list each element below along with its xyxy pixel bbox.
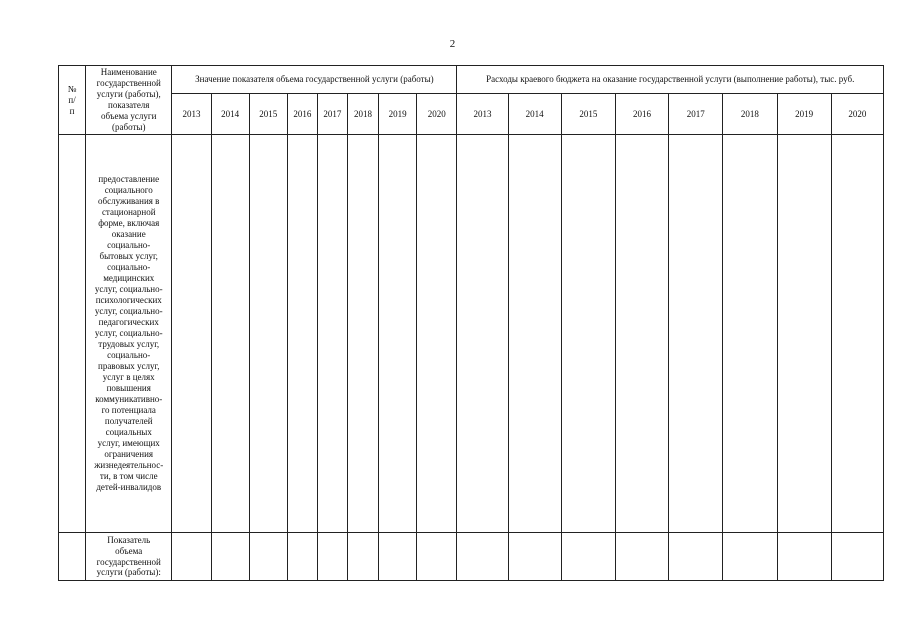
header-year-expenses-2017: 2017: [669, 94, 723, 135]
table-row: [59, 533, 884, 581]
table-cell: [831, 135, 883, 533]
table-cell: [249, 533, 287, 581]
table-cell: [561, 533, 615, 581]
header-service-name: Наименование государственной услуги (работы), показателя объема услуги (работы): [86, 66, 172, 135]
table-cell: [317, 533, 347, 581]
service-name-cell: предоставление социального обслуживания в стационарной форме, включая оказание социально- бытовых услуг, социально- медицинских услуг, социально- психологических услуг, социально- педагогических услуг, социально- трудовых услуг, социально- правовых услуг, услуг в целях повышения коммуникативно- го потенциала получателей социальных услуг, имеющих ограничения жизнедеятельнос- ти, в том числе детей-инвалидов: [86, 135, 172, 533]
table-cell: [211, 135, 249, 533]
table-cell: [561, 135, 615, 533]
table-cell: [669, 533, 723, 581]
table-cell: [669, 135, 723, 533]
header-year-expenses-2013: 2013: [457, 94, 508, 135]
row-number-cell: [59, 135, 86, 533]
table-cell: [777, 533, 831, 581]
header-year-expenses-2018: 2018: [723, 94, 777, 135]
table-cell: [457, 135, 508, 533]
table-cell: [172, 135, 211, 533]
page-number: 2: [449, 38, 456, 50]
state-service-table: [58, 65, 884, 581]
header-year-expenses-2014: 2014: [508, 94, 561, 135]
table-cell: [417, 135, 457, 533]
table-cell: [615, 135, 668, 533]
header-year-values-2020: 2020: [417, 94, 457, 135]
table-cell: [172, 533, 211, 581]
table-cell: [508, 533, 561, 581]
table-cell: [615, 533, 668, 581]
header-year-expenses-2020: 2020: [831, 94, 883, 135]
header-budget-expenses: Расходы краевого бюджета на оказание государственной услуги (выполнение работы), тыс. руб.: [457, 66, 884, 94]
table-cell: [287, 135, 317, 533]
header-year-values-2018: 2018: [347, 94, 378, 135]
header-year-values-2019: 2019: [379, 94, 417, 135]
table-cell: [777, 135, 831, 533]
table-cell: [508, 135, 561, 533]
table-cell: [347, 533, 378, 581]
table-cell: [723, 533, 777, 581]
header-year-values-2015: 2015: [249, 94, 287, 135]
table-cell: [379, 135, 417, 533]
table-cell: [457, 533, 508, 581]
table-cell: [831, 533, 883, 581]
table-cell: [379, 533, 417, 581]
table-cell: [211, 533, 249, 581]
table-cell: [417, 533, 457, 581]
header-number: № п/ п: [59, 66, 86, 135]
header-year-values-2013: 2013: [172, 94, 211, 135]
header-year-expenses-2019: 2019: [777, 94, 831, 135]
table-cell: [347, 135, 378, 533]
table-row: [59, 135, 884, 533]
indicator-name-cell: Показатель объема государственной услуги (работы):: [86, 533, 172, 581]
row-number-cell: [59, 533, 86, 581]
header-year-values-2016: 2016: [287, 94, 317, 135]
table-cell: [249, 135, 287, 533]
table-cell: [317, 135, 347, 533]
table-cell: [287, 533, 317, 581]
header-year-values-2014: 2014: [211, 94, 249, 135]
header-year-expenses-2016: 2016: [615, 94, 668, 135]
table-cell: [723, 135, 777, 533]
header-indicator-values: Значение показателя объема государственной услуги (работы): [172, 66, 457, 94]
header-year-values-2017: 2017: [317, 94, 347, 135]
header-year-expenses-2015: 2015: [561, 94, 615, 135]
